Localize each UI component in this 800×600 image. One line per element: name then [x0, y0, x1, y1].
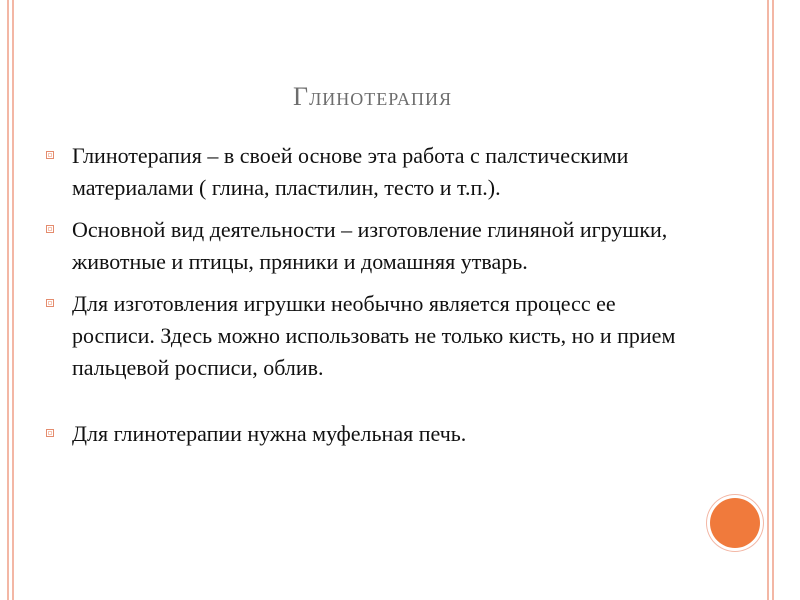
bullet-item [46, 140, 696, 204]
orange-circle-decoration [710, 498, 760, 548]
slide-title: Глинотерапия [293, 82, 452, 111]
frame-line-right-inner [767, 0, 769, 600]
square-bullet-icon [46, 151, 54, 159]
bullet-text: Глинотерапия – в своей основе эта работа с палстическими материалами ( глина, пластилин, тесто и т.п.). [72, 143, 629, 200]
bullet-list [46, 140, 696, 460]
frame-line-right-outer [772, 0, 774, 600]
bullet-item [46, 288, 696, 384]
bullet-text: Для глинотерапии нужна муфельная печь. [72, 421, 467, 446]
bullet-item [46, 418, 696, 450]
square-bullet-icon [46, 429, 54, 437]
square-bullet-icon [46, 225, 54, 233]
square-bullet-icon [46, 299, 54, 307]
bullet-item [46, 214, 696, 278]
bullet-text: Для изготовления игрушки необычно является процесс ее росписи. Здесь можно использовать не только кисть, но и прием пальцевой росписи, облив. [72, 291, 676, 380]
bullet-text: Основной вид деятельности – изготовление глиняной игрушки, животные и птицы, пряники и домашняя утварь. [72, 217, 668, 274]
